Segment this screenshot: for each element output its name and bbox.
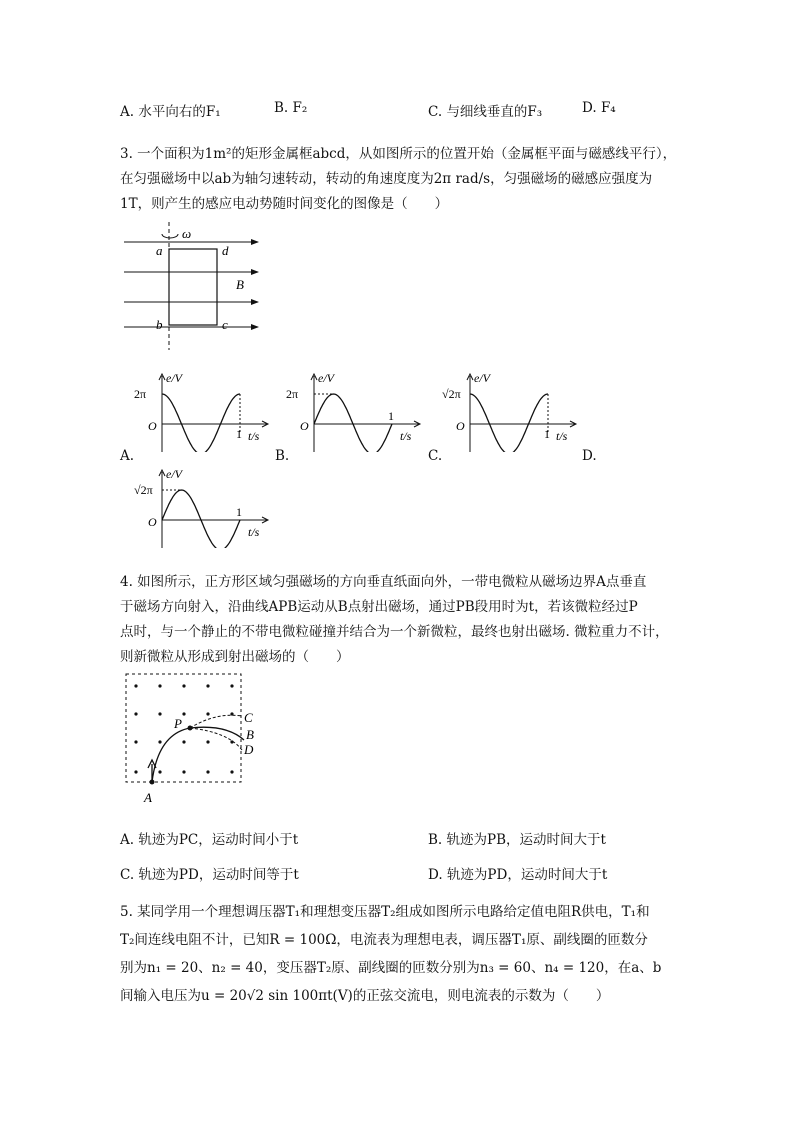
label-b: b — [156, 317, 163, 332]
field-region — [126, 674, 241, 782]
field-dot — [206, 740, 209, 743]
x-axis-label: t/s — [556, 429, 568, 443]
metal-frame — [169, 249, 217, 325]
q4-stem-line-3: 点时，与一个静止的不带电微粒碰撞并结合为一个新微粒，最终也射出磁场. 微粒重力不计， — [120, 624, 669, 640]
label-D: D — [244, 742, 254, 757]
origin-label: O — [148, 515, 157, 529]
q3-stem-line-1: 3. 一个面积为1m²的矩形金属框abcd，从如图所示的位置开始（金属框平面与磁感线平行）， — [120, 146, 677, 162]
trajectory-PC — [190, 715, 242, 728]
q5-stem-line-4: 间输入电压为u = 20√2 sin 100πt(V)的正弦交流电，则电流表的示数为（ ） — [120, 988, 610, 1004]
field-dot — [206, 712, 209, 715]
t-end-label: 1 — [236, 427, 242, 441]
q4-option-a: A. 轨迹为PC，运动时间小于t — [120, 832, 299, 848]
q2-option-b: B. F₂ — [274, 100, 308, 116]
emf-curve — [470, 394, 548, 452]
x-axis-label: t/s — [248, 525, 260, 539]
graph-option-label: B. — [275, 448, 290, 464]
peak-label: 2π — [134, 387, 147, 401]
y-axis-label: e/V — [474, 371, 490, 385]
x-axis-label: t/s — [400, 429, 412, 443]
label-c: c — [222, 317, 228, 332]
y-axis-label: e/V — [166, 371, 182, 385]
field-dot — [230, 684, 233, 687]
field-dot — [158, 740, 161, 743]
graph-option-label: C. — [428, 448, 443, 464]
q4-option-c: C. 轨迹为PD，运动时间等于t — [120, 867, 299, 883]
graph-c — [428, 370, 578, 452]
label-C: C — [244, 710, 253, 725]
peak-label: √2π — [442, 387, 461, 401]
q5-stem-line-3: 别为n₁ = 20、n₂ = 40，变压器T₂原、副线圈的匝数分别为n₃ = 60、n₄ = 120，在a、b — [120, 960, 662, 976]
t-end-label: 1 — [388, 409, 394, 423]
graph-a — [120, 370, 270, 452]
emf-curve — [162, 490, 240, 548]
peak-label: 2π — [286, 387, 299, 401]
field-dot — [182, 770, 185, 773]
q4-stem-line-1: 4. 如图所示，正方形区域匀强磁场的方向垂直纸面向外，一带电微粒从磁场边界A点垂直 — [120, 574, 647, 590]
y-axis-label: e/V — [166, 467, 182, 481]
q3-stem-line-3: 1T，则产生的感应电动势随时间变化的图像是（ ） — [120, 196, 449, 212]
origin-label: O — [148, 419, 157, 433]
field-dot — [134, 740, 137, 743]
label-d: d — [222, 243, 229, 258]
q3-frame-figure — [118, 222, 268, 352]
field-dot — [182, 712, 185, 715]
rotation-arrow-icon — [162, 234, 178, 238]
q5-stem-line-1: 5. 某同学用一个理想调压器T₁和理想变压器T₂组成如图所示电路给定值电阻R供电，T₁和 — [120, 904, 650, 920]
graph-option-label: A. — [120, 448, 135, 464]
field-dot — [182, 684, 185, 687]
origin-label: O — [300, 419, 309, 433]
label-P: P — [174, 716, 182, 731]
field-dot — [134, 712, 137, 715]
q2-option-a: A. 水平向右的F₁ — [120, 104, 221, 120]
q2-option-c: C. 与细线垂直的F₃ — [428, 104, 543, 120]
label-a: a — [156, 243, 163, 258]
q4-stem-line-2: 于磁场方向射入，沿曲线APB运动从B点射出磁场，通过PB段用时为t，若该微粒经过P — [120, 599, 638, 615]
peak-label: √2π — [134, 483, 153, 497]
y-axis-label: e/V — [318, 371, 334, 385]
label-omega: ω — [182, 226, 192, 241]
field-dot — [206, 770, 209, 773]
x-axis-label: t/s — [248, 429, 260, 443]
emf-curve — [162, 394, 240, 452]
field-dot — [206, 684, 209, 687]
field-dot — [158, 770, 161, 773]
field-dot — [182, 740, 185, 743]
field-dot — [158, 684, 161, 687]
label-B: B — [246, 727, 254, 742]
q4-field-figure — [118, 668, 268, 808]
graph-d — [120, 466, 270, 548]
trajectory-PD — [190, 728, 242, 750]
label-B: B — [236, 277, 244, 292]
point-P — [188, 726, 193, 731]
graph-b — [272, 370, 422, 452]
q5-stem-line-2: T₂间连线电阻不计，已知R = 100Ω，电流表为理想电表，调压器T₁原、副线圈的匝数分 — [120, 932, 648, 948]
label-A: A — [144, 790, 152, 805]
graph-option-label: D. — [582, 448, 597, 464]
emf-curve — [314, 394, 392, 452]
q4-option-d: D. 轨迹为PD，运动时间大于t — [428, 867, 608, 883]
q3-stem-line-2: 在匀强磁场中以ab为轴匀速转动，转动的角速度度为2π rad/s，匀强磁场的磁感应强度为 — [120, 171, 653, 187]
q2-option-d: D. F₄ — [582, 100, 616, 116]
field-dot — [134, 684, 137, 687]
q4-option-b: B. 轨迹为PB，运动时间大于t — [428, 832, 606, 848]
t-end-label: 1 — [236, 505, 242, 519]
origin-label: O — [456, 419, 465, 433]
t-end-label: 1 — [544, 427, 550, 441]
field-dot — [134, 770, 137, 773]
field-dot — [230, 770, 233, 773]
trajectory-AP — [152, 728, 190, 782]
q4-stem-line-4: 则新微粒从形成到射出磁场的（ ） — [120, 649, 350, 665]
field-dot — [158, 712, 161, 715]
